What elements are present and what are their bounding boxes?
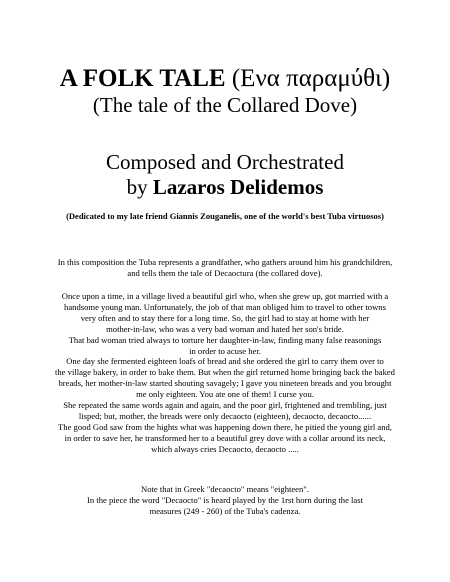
- story-paragraph: [20, 291, 430, 455]
- dedication: (Dedicated to my late friend Giannis Zouganelis, one of the world's best Tuba virtuosos): [66, 211, 384, 221]
- note-paragraph: [20, 484, 430, 517]
- page-subtitle: (The tale of the Collared Dove): [92, 93, 358, 117]
- story-line: the village bakery, in order to bake them. But when the girl returned home bringing back the baked: [55, 367, 395, 378]
- note-line: measures (249 - 260) of the Tuba's cadenza.: [149, 505, 301, 516]
- story-line: very often and to stay there for a long time. So, the girl had to stay at home with her: [80, 312, 370, 323]
- story-line: me only eighteen. You ate one of them! I curse you.: [136, 389, 314, 400]
- story-line: Once upon a time, in a village lived a beautiful girl who, when she grew up, got married with a: [61, 291, 389, 301]
- title-greek: (Ενα παραμύθι): [231, 65, 391, 92]
- intro-line: and tells them the tale of Decaoctura (the collared dove).: [127, 267, 323, 278]
- composed-line: Composed and Orchestrated: [106, 150, 344, 174]
- page-title: [0, 64, 450, 94]
- story-line: That bad woman tried always to torture her daughter-in-law, finding many false reasonings: [68, 334, 382, 345]
- composer-name: Lazaros Delidemos: [152, 175, 324, 199]
- story-line: which always cries Decaocto, decaocto .....: [151, 443, 299, 454]
- title-main: A FOLK TALE: [59, 65, 226, 92]
- story-line: breads, her mother-in-law started shouting savagely; I gave you nineteen breads and you brought: [58, 378, 392, 389]
- byline: [0, 175, 450, 200]
- story-line: handsome young man. Unfortunately, the job of that man obliged him to travel to other towns: [64, 301, 386, 312]
- story-line: She repeated the same words again and again, and the poor girl, frightened and trembling, just: [63, 400, 387, 411]
- story-line: lisped; but, mother, the breads were only decaocto (eighteen), decaocto, decaocto......: [78, 410, 372, 421]
- byline-prefix: by: [126, 175, 148, 199]
- note-line: Note that in Greek "decaocto" means "eighteen".: [141, 484, 309, 494]
- intro-paragraph: [20, 257, 430, 279]
- story-line: One day she fermented eighteen loafs of bread and she ordered the girl to carry them over to: [66, 356, 384, 367]
- note-line: In the piece the word "Decaocto" is heard played by the 1rst horn during the last: [87, 494, 363, 505]
- story-line: The good God saw from the hights what was happening down there, he pitied the young girl and,: [58, 421, 392, 432]
- story-line: in order to save her, he transformed her to a beautiful grey dove with a collar around its neck,: [64, 432, 386, 443]
- story-line: in order to acuse her.: [189, 345, 261, 356]
- intro-line: In this composition the Tuba represents a grandfather, who gathers around him his grandchildren,: [57, 257, 393, 267]
- story-line: mother-in-law, who was a very bad woman and hated her son's bride.: [106, 323, 344, 334]
